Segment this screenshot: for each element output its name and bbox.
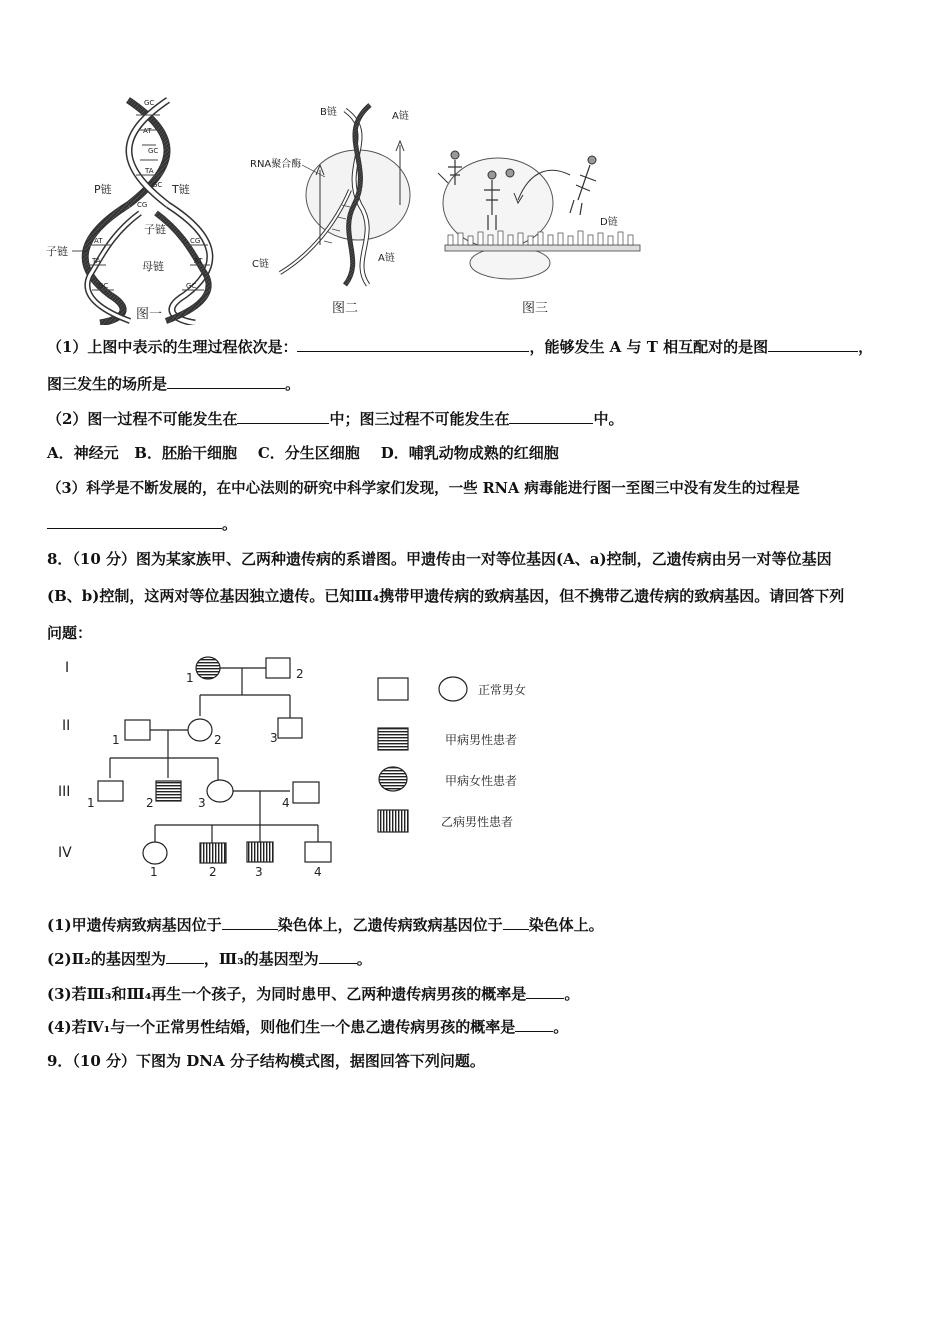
individual-number: 2 — [214, 733, 222, 747]
base-pair-label: GC — [144, 99, 155, 107]
q7-part1-text-d: 图三发生的场所是 — [47, 375, 168, 393]
label-b-chain: B链 — [320, 107, 337, 118]
answer-blank[interactable] — [222, 916, 278, 930]
individual-number: 1 — [150, 865, 158, 879]
label-p-chain: P链 — [94, 183, 112, 196]
legend-normal-female-symbol — [439, 677, 467, 701]
figure-1-dna-replication — [40, 95, 250, 325]
q8-sub2-text-c: 。 — [356, 950, 372, 968]
legend-yi-male-label: 乙病男性患者 — [441, 815, 514, 829]
answer-blank[interactable] — [503, 916, 529, 930]
individual-number: 1 — [112, 733, 120, 747]
individual-number: 2 — [146, 796, 154, 810]
individual-number: 3 — [270, 731, 278, 745]
answer-blank[interactable] — [509, 410, 593, 424]
q7-part2-line — [47, 408, 623, 429]
q8-stem-line2: (B、b)控制，这两对等位基因独立遗传。已知Ⅲ₄携带甲遗传病的致病基因，但不携带乙遗传病的致病基因。请回答下列 — [47, 587, 845, 605]
individual-number: 3 — [198, 796, 206, 810]
answer-blank[interactable] — [768, 338, 858, 352]
legend-jia-female-label: 甲病女性患者 — [445, 774, 518, 788]
q8-sub4 — [47, 1016, 568, 1037]
q8-sub1-text-c: 染色体上。 — [528, 916, 604, 934]
individual-number: 4 — [282, 796, 290, 810]
label-c-chain: C链 — [252, 259, 269, 270]
answer-blank[interactable] — [526, 985, 564, 999]
individual-III4-normal-male — [293, 782, 319, 803]
answer-blank[interactable] — [297, 338, 529, 352]
generation-label: IV — [58, 845, 72, 861]
base-pair-label: GC — [152, 181, 163, 189]
individual-number: 4 — [314, 865, 322, 879]
base-pair-label: AT — [94, 237, 103, 245]
pedigree-chart — [50, 650, 550, 885]
individual-II2-normal-female — [188, 719, 212, 741]
q8-sub1-text-b: 染色体上，乙遗传病致病基因位于 — [277, 916, 503, 934]
base-pair-label: GC — [186, 282, 197, 290]
q8-sub1-text-a: (1)甲遗传病致病基因位于 — [47, 916, 222, 934]
generation-label: III — [58, 784, 71, 800]
label-child-chain-mid: 子链 — [144, 223, 166, 236]
answer-blank[interactable] — [515, 1018, 553, 1032]
individual-number: 2 — [209, 865, 217, 879]
individual-III2-jia-male — [156, 781, 181, 801]
individual-II1-normal-male — [125, 720, 150, 740]
generation-label: I — [65, 660, 70, 676]
generation-label: II — [62, 718, 71, 734]
individual-number: 1 — [87, 796, 95, 810]
q7-part1-line2 — [47, 373, 300, 394]
individual-I2-normal-male — [266, 658, 290, 678]
q7-part1-text-b: ，能够发生 A 与 T 相互配对的是图 — [529, 338, 769, 356]
answer-blank[interactable] — [166, 950, 204, 964]
q8-sub3-text-b: 。 — [564, 985, 580, 1003]
figure-3-caption: 图三 — [522, 301, 549, 316]
legend-yi-male-symbol — [378, 810, 408, 832]
q8-sub3-text-a: (3)若Ⅲ₃和Ⅲ₄再生一个孩子，为同时患甲、乙两种遗传病男孩的概率是 — [47, 985, 527, 1003]
q8-sub3 — [47, 983, 579, 1004]
base-pair-label: CG — [137, 201, 148, 209]
q7-part2-text-b: 中；图三过程不可能发生在 — [329, 410, 510, 428]
q7-part3-end: 。 — [222, 515, 238, 533]
base-pair-label: GC — [148, 147, 159, 155]
q8-stem-line3: 问题： — [47, 624, 93, 642]
legend-jia-male-label: 甲病男性患者 — [445, 733, 518, 747]
legend-jia-female-symbol — [379, 767, 407, 791]
base-pair-label: GC — [98, 282, 109, 290]
figure-3-translation — [430, 145, 645, 295]
base-pair-label: TA — [92, 257, 101, 265]
individual-III1-normal-male — [98, 781, 123, 801]
individual-I1-jia-female — [196, 657, 220, 679]
q7-part1-text-c: ， — [858, 338, 874, 356]
label-d-chain: D链 — [600, 217, 618, 228]
individual-IV1-normal-female — [143, 842, 167, 864]
figure-2-caption: 图二 — [332, 301, 359, 316]
q8-sub4-text-b: 。 — [553, 1018, 569, 1036]
individual-IV2-yi-male — [200, 843, 226, 863]
individual-IV3-yi-male — [247, 842, 273, 862]
pedigree-legend — [378, 677, 526, 832]
base-pair-label: TA — [145, 167, 154, 175]
figure-1-caption: 图一 — [136, 307, 163, 322]
label-t-chain: T链 — [172, 183, 190, 196]
q7-part1-text-e: 。 — [285, 375, 301, 393]
individual-IV4-normal-male — [305, 842, 331, 862]
q8-sub2-text-a: (2)Ⅱ₂的基因型为 — [47, 950, 166, 968]
q8-sub4-text-a: (4)若Ⅳ₁与一个正常男性结婚，则他们生一个患乙遗传病男孩的概率是 — [47, 1018, 516, 1036]
answer-blank[interactable] — [47, 515, 222, 529]
label-child-chain-left: 子链 — [46, 245, 68, 258]
label-a-chain-bottom: A链 — [378, 253, 395, 264]
answer-blank[interactable] — [167, 375, 285, 389]
label-mother-chain: 母链 — [142, 260, 164, 273]
q7-part1-text-a: （1）上图中表示的生理过程依次是： — [47, 338, 298, 356]
q7-part1-line1 — [47, 336, 873, 357]
q9-stem: 9．（10 分）下图为 DNA 分子结构模式图，据图回答下列问题。 — [47, 1052, 485, 1070]
individual-number: 2 — [296, 667, 304, 681]
legend-normal-male-symbol — [378, 678, 408, 700]
figure-2-transcription — [250, 95, 425, 295]
q7-part3-line: （3）科学是不断发展的，在中心法则的研究中科学家们发现，一些 RNA 病毒能进行图一至图三中没有发生的过程是 — [47, 480, 800, 497]
answer-blank[interactable] — [319, 950, 357, 964]
label-a-chain-top: A链 — [392, 111, 409, 122]
legend-normal-label: 正常男女 — [478, 683, 527, 697]
base-pair-label: AT — [194, 257, 203, 265]
base-pair-label: CG — [190, 237, 201, 245]
individual-number: 3 — [255, 865, 263, 879]
q7-part2-text-a: （2）图一过程不可能发生在 — [47, 410, 238, 428]
answer-blank[interactable] — [237, 410, 329, 424]
individual-number: 1 — [186, 671, 194, 685]
q8-sub2-text-b: ，Ⅲ₃的基因型为 — [203, 950, 319, 968]
q8-stem-line1: 8．（10 分）图为某家族甲、乙两种遗传病的系谱图。甲遗传由一对等位基因(A、a)控制，乙遗传病由另一对等位基因 — [47, 550, 832, 568]
q8-sub2 — [47, 948, 372, 969]
q7-part3-line2 — [47, 513, 237, 534]
q8-sub1 — [47, 914, 604, 935]
base-pair-label: AT — [143, 127, 152, 135]
label-rna-polymerase: RNA聚合酶 — [250, 159, 302, 170]
q7-part2-text-c: 中。 — [593, 410, 624, 428]
individual-II3-normal-male — [278, 718, 302, 738]
individual-III3-normal-female — [207, 780, 233, 802]
legend-jia-male-symbol — [378, 728, 408, 750]
q7-options: A．神经元 B．胚胎干细胞 C．分生区细胞 D．哺乳动物成熟的红细胞 — [47, 444, 559, 462]
